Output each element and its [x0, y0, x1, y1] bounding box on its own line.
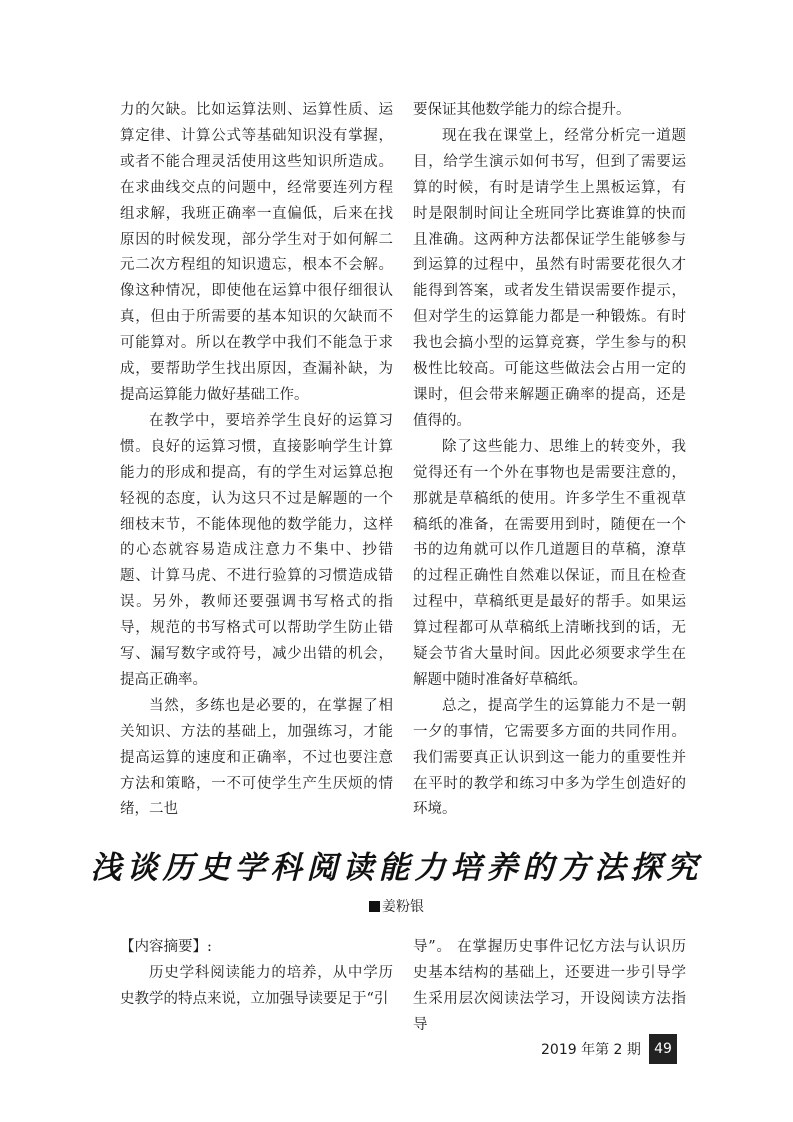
paragraph: 现在我在课堂上，经常分析完一道题目，给学生演示如何书写，但到了需要运算的时候，有时是请学生上黑板运算，有时是限制时间让全班同学比赛谁算的快而且准确。这两种方法都保证学生能够参与到运算的过程中，虽然有时需要花很久才能得到答案，或者发生错误需要作提示，但对学生的运算能力都是一种锻炼。有时我也会搞小型的运算竞赛，学生参与的积极性比较高。可能这些做法会占用一定的课时，但会带来解题正确率的提高，还是值得的。	[413, 127, 686, 429]
abstract-label: 【内容摘要】:	[120, 939, 212, 955]
page-number: 49	[649, 1034, 677, 1064]
issue-label: 2019 年第 2 期	[541, 1042, 641, 1058]
abstract-paragraph: 历史学科阅读能力的培养，从中学历史教学的特点来说，立加强导读要足于“引	[120, 964, 393, 1007]
left-text-column	[120, 98, 393, 823]
square-bullet-icon	[369, 901, 380, 912]
paragraph: 在教学中，要培养学生良好的运算习惯。良好的运算习惯，直接影响学生计算能力的形成和提高，有的学生对运算总抱轻视的态度，认为这只不过是解题的一个细枝末节，不能体现他的数学能力，这样的心态就容易造成注意力不集中、抄错题、计算马虎、不进行验算的习惯造成错误。另外，教师还要强调书写格式的指导，规范的书写格式可以帮助学生防止错写、漏写数字或符号，减少出错的机会，提高正确率。	[120, 412, 393, 688]
abstract-right-column	[413, 935, 686, 1039]
abstract-left-column	[120, 935, 393, 1013]
paragraph: 力的欠缺。比如运算法则、运算性质、运算定律、计算公式等基础知识没有掌握，或者不能合理灵活使用这些知识所造成。在求曲线交点的问题中，经常要连列方程组求解，我班正确率一直偏低，后来在找原因的时候发现，部分学生对于如何解二元二次方程组的知识遗忘，根本不会解。像这种情况，即使他在运算中很仔细很认真，但由于所需要的基本知识的欠缺而不可能算对。所以在教学中我们不能急于求成，要帮助学生找出原因，查漏补缺，为提高运算能力做好基础工作。	[120, 102, 393, 403]
paragraph: 要保证其他数学能力的综合提升。	[413, 102, 631, 118]
author-name: 姜粉银	[382, 899, 424, 915]
author-line	[0, 896, 793, 916]
abstract-paragraph: 导”。 在掌握历史事件记忆方法与认识历史基本结构的基础上，还要进一步引导学生采用层次阅读法学习，开设阅读方法指导	[413, 939, 686, 1033]
paragraph: 当然，多练也是必要的，在掌握了相关知识、方法的基础上，加强练习，才能提高运算的速度和正确率，不过也要注意方法和策略，一不可使学生产生厌烦的情绪，二也	[120, 697, 393, 818]
right-text-column	[413, 98, 686, 823]
paragraph: 总之，提高学生的运算能力不是一朝一夕的事情，它需要多方面的共同作用。我们需要真正认识到这一能力的重要性并在平时的教学和练习中多为学生创造好的环境。	[413, 697, 686, 818]
article-title: 浅谈历史学科阅读能力培养的方法探究	[90, 850, 703, 886]
paragraph: 除了这些能力、思维上的转变外，我觉得还有一个外在事物也是需要注意的，那就是草稿纸的使用。许多学生不重视草稿纸的准备，在需要用到时，随便在一个书的边角就可以作几道题目的草稿，潦草的过程正确性自然难以保证，而且在检查过程中，草稿纸更是最好的帮手。如果运算过程都可从草稿纸上清晰找到的话，无疑会节省大量时间。因此必须要求学生在解题中随时准备好草稿纸。	[413, 438, 686, 688]
